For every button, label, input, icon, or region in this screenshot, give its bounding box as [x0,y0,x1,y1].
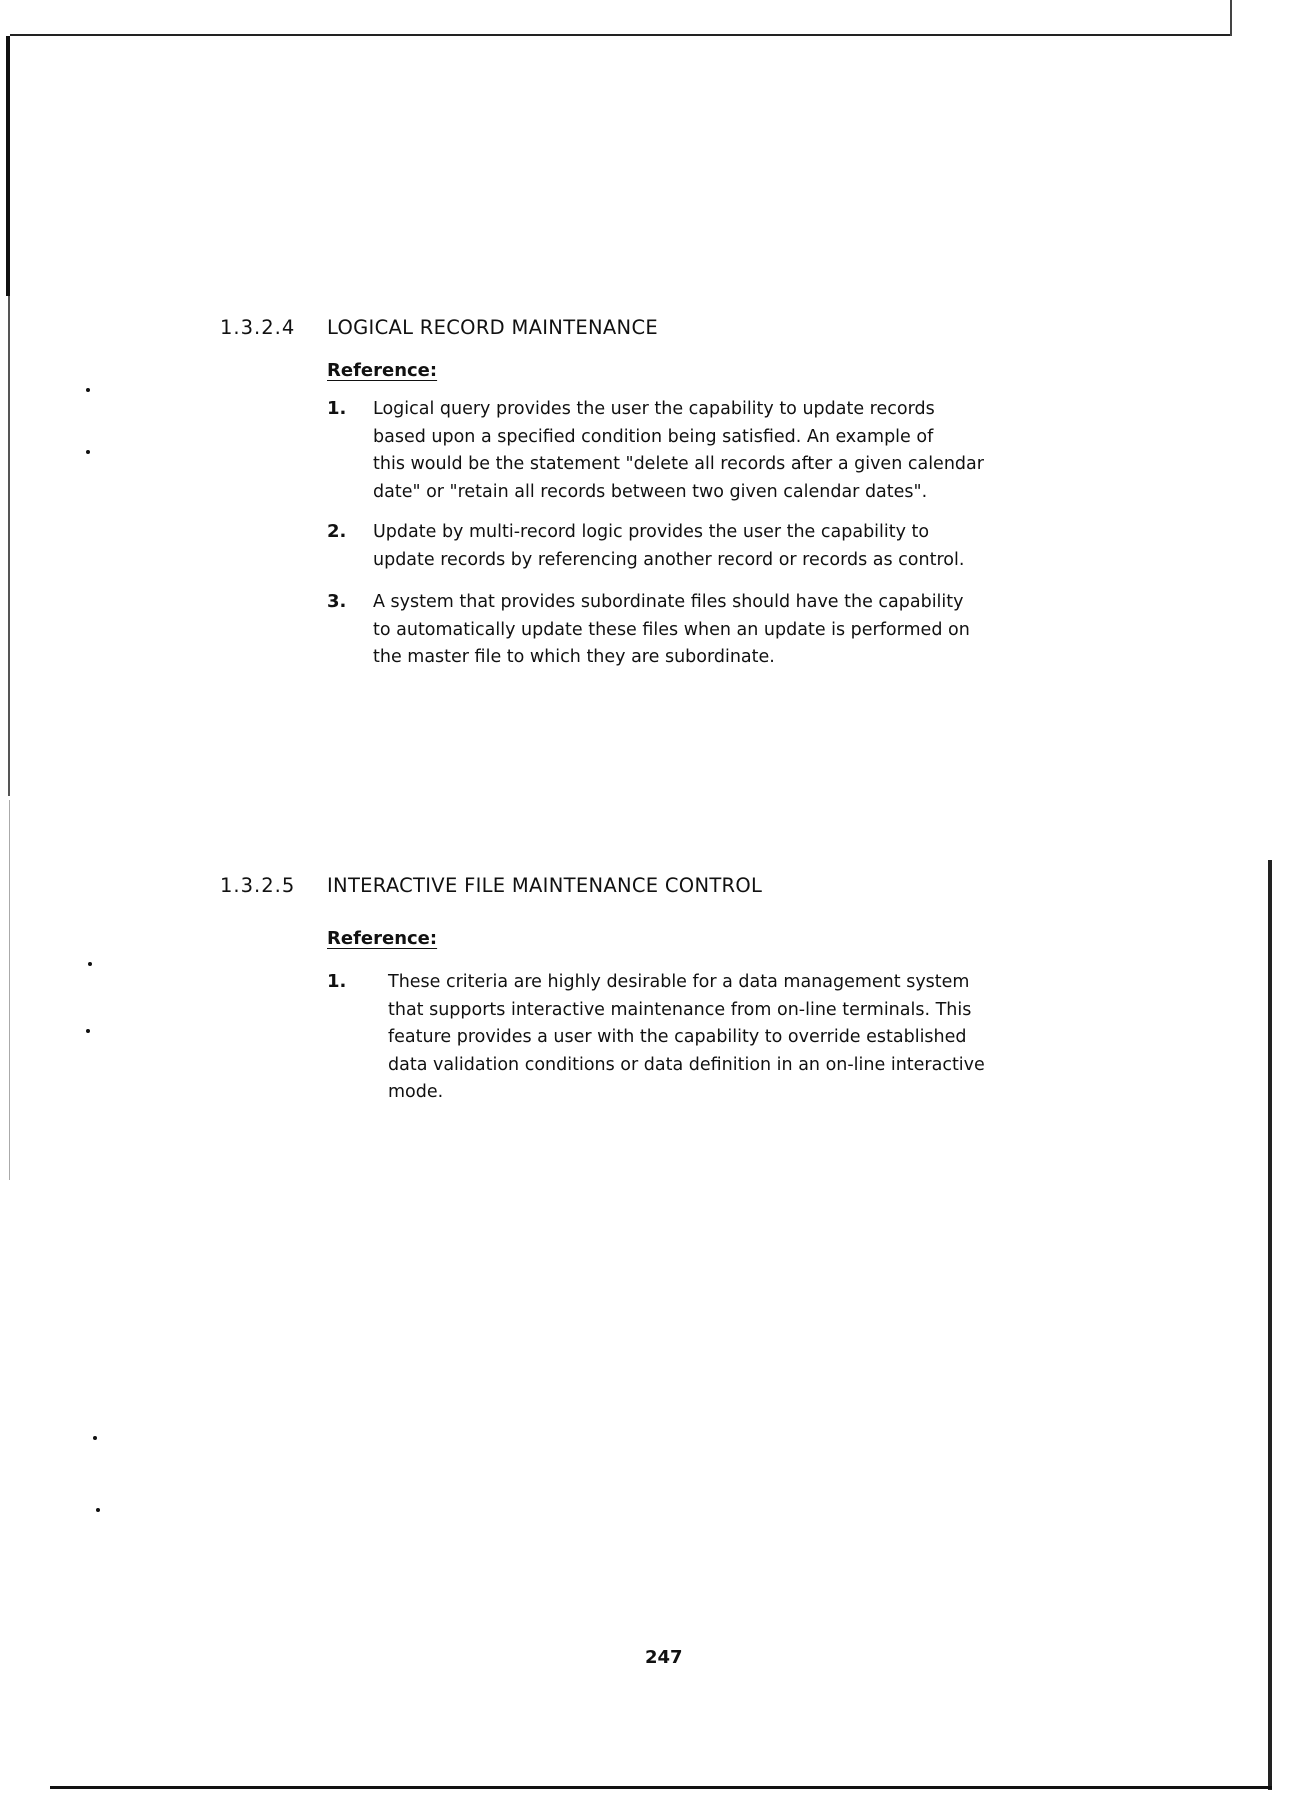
text-line: These criteria are highly desirable for a data management system [388,972,970,992]
scan-border-left-faint [9,800,10,1180]
text-line: that supports interactive maintenance from on-line terminals. This [388,999,972,1020]
scan-speck [96,1508,100,1512]
text-line: to automatically update these files when an update is performed on [373,619,970,640]
text-line: based upon a specified condition being satisfied. An example of [373,426,934,447]
scan-border-left [6,36,10,296]
text-line: date" or "retain all records between two given calendar dates". [373,481,928,502]
section-number: 1.3.2.5 [220,874,296,897]
text-line: A system that provides subordinate files should have the capability [373,592,964,612]
text-line: Logical query provides the user the capability to update records [373,399,935,419]
text-line: the master file to which they are subordinate. [373,647,775,667]
list-item-text [373,396,984,506]
text-line: data validation conditions or data definition in an on-line interactive [388,1054,985,1075]
scan-border-top [10,34,1230,36]
scan-speck [86,450,90,454]
list-item-number: 1. [327,971,347,992]
list-item-text [388,969,985,1107]
text-line: Update by multi-record logic provides the user the capability to [373,522,930,542]
list-item-number: 3. [327,591,347,612]
text-line: mode. [388,1082,444,1102]
section-title: LOGICAL RECORD MAINTENANCE [327,316,658,339]
list-item-number: 1. [327,398,347,419]
scan-border-bottom [50,1786,1272,1789]
list-item-text [373,519,964,574]
text-line: this would be the statement "delete all records after a given calendar [373,454,984,474]
text-line: update records by referencing another record or records as control. [373,549,965,570]
reference-label: Reference: [327,928,438,949]
list-item-number: 2. [327,521,347,542]
scan-speck [88,962,92,966]
scan-border-right [1268,860,1272,1790]
reference-label: Reference: [327,360,438,381]
scan-speck [86,1029,90,1033]
list-item-text [373,589,970,672]
scan-border-left-thin [8,296,10,796]
section-title: INTERACTIVE FILE MAINTENANCE CONTROL [327,874,763,897]
scan-border-top-right [1230,0,1232,36]
page-number: 247 [645,1647,683,1668]
scan-speck [93,1436,97,1440]
scan-speck [86,388,90,392]
section-number: 1.3.2.4 [220,316,296,339]
text-line: feature provides a user with the capability to override established [388,1027,967,1047]
